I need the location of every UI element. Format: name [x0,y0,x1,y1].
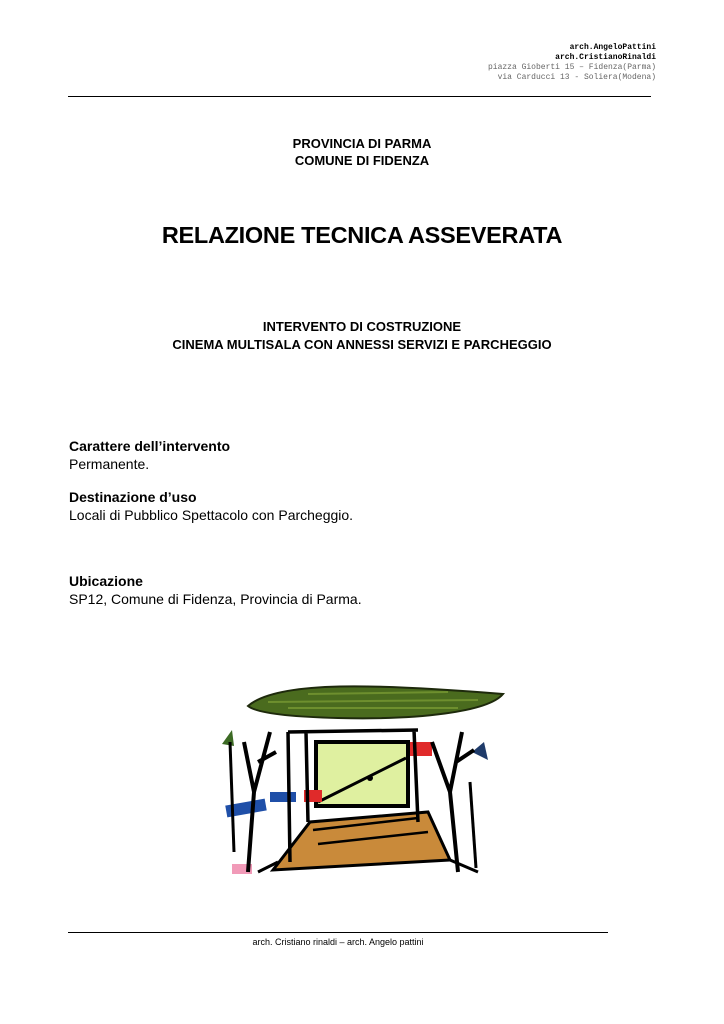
footer-authors: arch. Cristiano rinaldi – arch. Angelo pattini [252,937,424,947]
intervention-line-2: CINEMA MULTISALA CON ANNESSI SERVIZI E PARCHEGGIO [172,337,552,352]
section-value: Permanente. [69,456,150,472]
architect-name-2: arch.CristianoRinaldi [555,53,656,62]
letterhead [488,43,656,83]
section-location [69,572,362,608]
intervention-line-1: INTERVENTO DI COSTRUZIONE [262,319,462,334]
authority-block [0,135,724,169]
address-2: via Carducci 13 - Soliera(Modena) [497,73,656,82]
intervention-block [0,318,724,354]
section-value: Locali di Pubblico Spettacolo con Parcheggio. [69,507,354,523]
municipality-label: COMUNE DI FIDENZA [294,153,430,168]
section-value: SP12, Comune di Fidenza, Provincia di Parma. [69,591,362,607]
section-use [69,488,353,524]
header-divider [68,96,651,97]
province-label: PROVINCIA DI PARMA [292,136,432,151]
section-heading: Destinazione d’uso [69,489,197,505]
address-1: piazza Gioberti 15 – Fidenza(Parma) [487,63,656,72]
architect-name-1: arch.AngeloPattini [569,43,656,52]
footer-divider [68,932,608,933]
cinema-sketch-illustration [218,672,508,880]
section-character [69,437,230,473]
section-heading: Carattere dell’intervento [69,438,231,454]
section-heading: Ubicazione [69,573,143,589]
document-title: RELAZIONE TECNICA ASSEVERATA [161,222,563,248]
